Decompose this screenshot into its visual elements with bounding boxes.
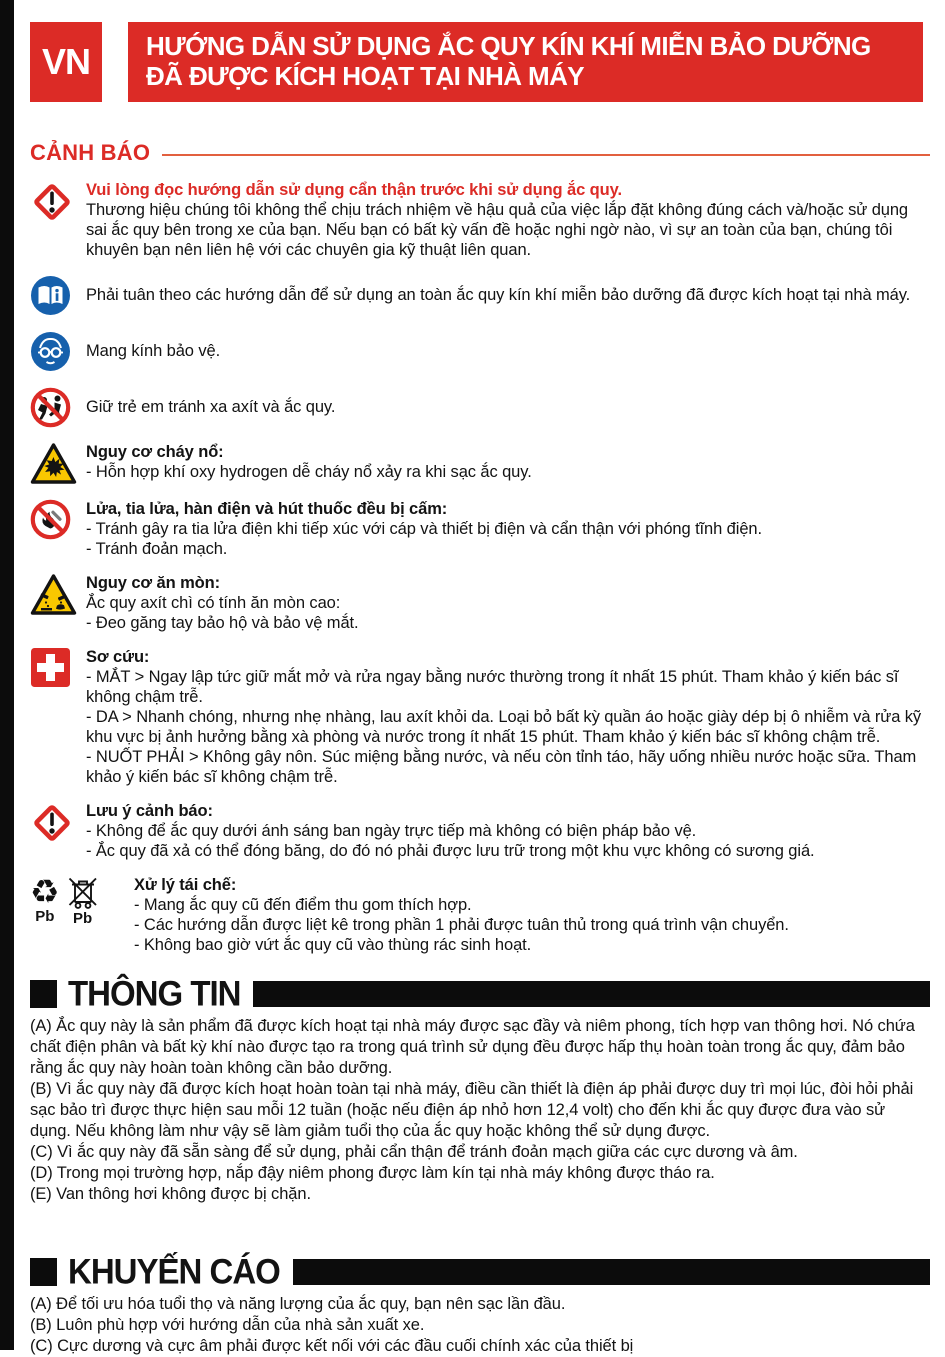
warning-text: - Mang ắc quy cũ đến điểm thu gom thích hợp. xyxy=(134,896,472,914)
section-bar xyxy=(253,981,930,1007)
warning-text: - Tránh đoản mạch. xyxy=(86,540,228,558)
info-paragraph: (E) Van thông hơi không được bị chặn. xyxy=(30,1185,311,1203)
advice-paragraph: (C) Cực dương và cực âm phải được kết nối với các đầu cuối chính xác của thiết bị xyxy=(30,1337,634,1355)
warning-section-rule xyxy=(162,154,930,156)
warning-item xyxy=(30,274,930,316)
page-title-line1: HƯỚNG DẪN SỬ DỤNG ẮC QUY KÍN KHÍ MIỄN BẢO DƯỠNG xyxy=(146,31,871,61)
info-paragraphs xyxy=(30,1016,930,1205)
info-section-title: THÔNG TIN xyxy=(68,973,241,1014)
warning-item xyxy=(30,499,930,559)
warning-text: - Tránh gây ra tia lửa điện khi tiếp xúc với cáp và thiết bị điện và cẩn thận với phóng tĩnh điện. xyxy=(86,520,762,538)
recycle-pb-icon: ♻ Pb xyxy=(30,872,60,925)
warning-text: Thương hiệu chúng tôi không thể chịu trách nhiệm về hậu quả của việc lắp đặt không đúng cách và/hoặc sử dụng sai ắc quy bên trong xe của bạn. Nếu bạn có bất kỳ vấn đề hoặc nghi ngờ nào, vì sự an toàn của bạn, chúng tôi khuyên bạn nên liên hệ với các chuyên gia kỹ thuật liên quan. xyxy=(86,201,908,259)
warning-title: Lưu ý cảnh báo: xyxy=(86,802,213,820)
warning-text: Mang kính bảo vệ. xyxy=(86,342,221,360)
eye-protection-icon xyxy=(30,331,86,372)
language-tag: VN xyxy=(30,22,102,102)
warning-title: Nguy cơ ăn mòn: xyxy=(86,574,220,592)
warning-text: - Không để ắc quy dưới ánh sáng ban ngày trực tiếp mà không có biện pháp bảo vệ. xyxy=(86,822,697,840)
warning-text: - Đeo găng tay bảo hộ và bảo vệ mắt. xyxy=(86,614,359,632)
warning-item xyxy=(30,442,930,485)
warning-item xyxy=(30,872,930,955)
warning-text: - NUỐT PHẢI > Không gây nôn. Súc miệng bằng nước, và nếu còn tỉnh táo, hãy uống nhiều nước hoặc sữa. Tham khảo ý kiến bác sĩ không chậm trễ. xyxy=(86,748,917,786)
warning-text: - DA > Nhanh chóng, nhưng nhẹ nhàng, lau axít khỏi da. Loại bỏ bất kỳ quần áo hoặc giày dép bị ô nhiễm và rửa kỹ khu vực bị ảnh hưởng bằng xà phòng và nước trong ít nhất 15 phút. Tham khảo ý kiến bác sĩ không chậm trễ. xyxy=(86,708,922,746)
info-paragraph: (B) Vì ắc quy này đã được kích hoạt hoàn toàn tại nhà máy, điều cần thiết là điện áp phải được duy trì mọi lúc, đòi hỏi phải sạc bảo trì được thực hiện sau mỗi 12 tuần (hoặc nếu điện áp nhỏ hơn 12,4 volt) cho đến khi ắc quy được đưa vào sử dụng. Nếu không làm như vậy sẽ làm giảm tuổi thọ của ắc quy hoặc không thể sử dụng được. xyxy=(30,1080,914,1140)
warning-text: Ắc quy axít chì có tính ăn mòn cao: xyxy=(86,594,341,612)
warning-item xyxy=(30,573,930,633)
corrosive-hazard-icon xyxy=(30,573,86,616)
info-section-header xyxy=(30,973,930,1014)
keep-children-away-icon xyxy=(30,387,86,428)
no-fire-no-smoking-icon xyxy=(30,499,86,540)
advice-paragraphs xyxy=(30,1294,930,1357)
crossed-out-wheelie-bin-pb-icon xyxy=(66,875,100,926)
left-edge-bar xyxy=(0,0,14,1350)
page-title xyxy=(128,22,923,102)
warning-item xyxy=(30,386,930,428)
warning-item xyxy=(30,180,930,260)
warning-item xyxy=(30,801,930,861)
warning-section-title: CẢNH BÁO xyxy=(30,140,151,165)
advice-section-header xyxy=(30,1251,930,1292)
warning-lead: Vui lòng đọc hướng dẫn sử dụng cẩn thận trước khi sử dụng ắc quy. xyxy=(86,181,622,199)
warning-title: Nguy cơ cháy nổ: xyxy=(86,443,224,461)
document-page xyxy=(30,0,930,1357)
pb-label: Pb xyxy=(73,910,93,927)
explosion-hazard-icon xyxy=(30,442,86,485)
info-paragraph: (C) Vì ắc quy này đã sẵn sàng để sử dụng, phải cẩn thận để tránh đoản mạch giữa các cực dương và âm. xyxy=(30,1143,798,1161)
warning-text: - Các hướng dẫn được liệt kê trong phần 1 phải được tuân thủ trong quá trình vận chuyển. xyxy=(134,916,789,934)
warning-text: Phải tuân theo các hướng dẫn để sử dụng an toàn ắc quy kín khí miễn bảo dưỡng đã được kích hoạt tại nhà máy. xyxy=(86,286,911,304)
warning-section-header xyxy=(30,140,930,166)
warning-title: Lửa, tia lửa, hàn điện và hút thuốc đều bị cấm: xyxy=(86,500,448,518)
warning-title: Sơ cứu: xyxy=(86,648,150,666)
warning-text: - Ắc quy đã xả có thể đóng băng, do đó nó phải được lưu trữ trong một khu vực không có sương giá. xyxy=(86,842,815,860)
info-paragraph: (A) Ắc quy này là sản phẩm đã được kích hoạt tại nhà máy được sạc đầy và niêm phong, tích hợp van thông hơi. Nó chứa chất điện phân và bất kỳ khí nào được tạo ra trong quá trình sử dụng đều được hấp thụ hoàn toàn trong ắc quy, đảm bảo rằng ắc quy này hoàn toàn không cần bảo dưỡng. xyxy=(30,1017,915,1077)
warning-title: Xử lý tái chế: xyxy=(134,876,237,894)
warning-item xyxy=(30,330,930,372)
advice-paragraph: (B) Luôn phù hợp với hướng dẫn của nhà sản xuất xe. xyxy=(30,1316,425,1334)
section-square-marker xyxy=(30,1258,57,1286)
read-manual-icon xyxy=(30,275,86,316)
ghs-exclamation-diamond-icon xyxy=(30,180,86,224)
header xyxy=(30,22,930,102)
advice-paragraph: (A) Để tối ưu hóa tuổi thọ và năng lượng của ắc quy, bạn nên sạc lần đầu. xyxy=(30,1295,566,1313)
pb-label: Pb xyxy=(35,908,55,925)
info-paragraph: (D) Trong mọi trường hợp, nắp đậy niêm phong được làm kín tại nhà máy không được tháo ra. xyxy=(30,1164,715,1182)
ghs-exclamation-diamond-icon xyxy=(30,801,86,845)
warning-item xyxy=(30,647,930,787)
first-aid-cross-icon xyxy=(30,647,86,688)
section-bar xyxy=(293,1259,930,1285)
advice-section-title: KHUYẾN CÁO xyxy=(68,1251,280,1292)
warning-text: - MẮT > Ngay lập tức giữ mắt mở và rửa ngay bằng nước thường trong ít nhất 15 phút. Tham khảo ý kiến bác sĩ không chậm trễ. xyxy=(86,668,899,706)
warning-text: - Hỗn hợp khí oxy hydrogen dễ cháy nổ xảy ra khi sạc ắc quy. xyxy=(86,463,532,481)
warning-text: Giữ trẻ em tránh xa axít và ắc quy. xyxy=(86,398,336,416)
page-title-line2: ĐÃ ĐƯỢC KÍCH HOẠT TẠI NHÀ MÁY xyxy=(146,61,584,91)
section-square-marker xyxy=(30,980,57,1008)
warning-text: - Không bao giờ vứt ắc quy cũ vào thùng rác sinh hoạt. xyxy=(134,936,532,954)
